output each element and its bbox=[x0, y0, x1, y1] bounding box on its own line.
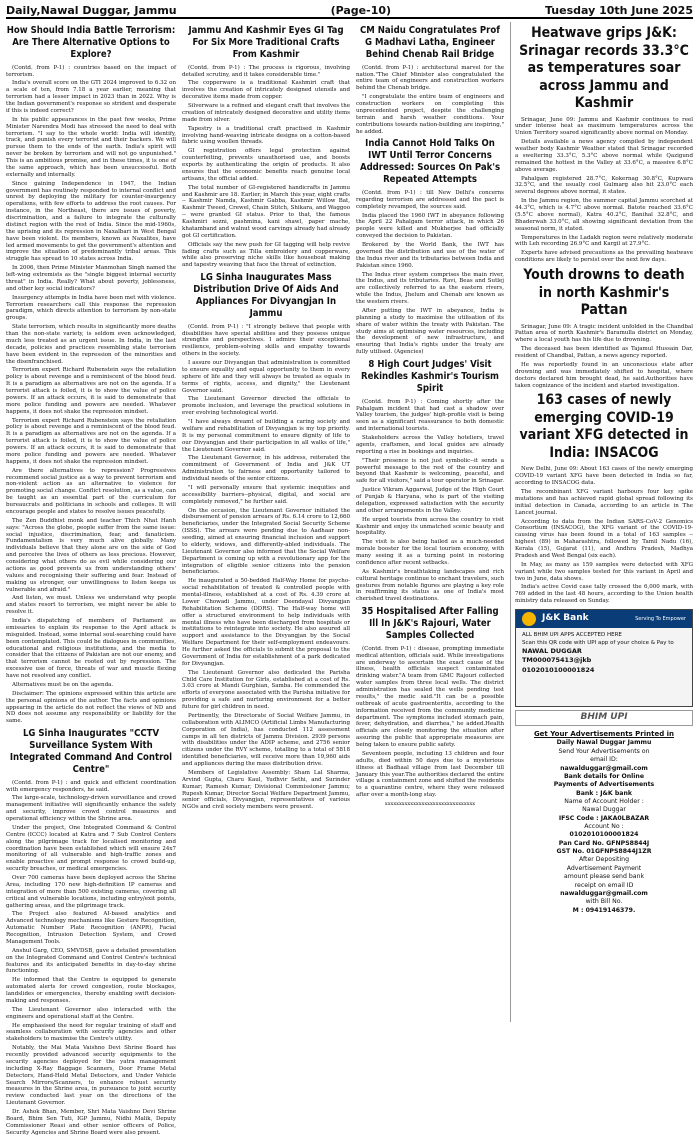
adv-line: amount please send bank bbox=[563, 873, 645, 881]
adv-line: Bank : J&K bank bbox=[576, 789, 632, 797]
paragraph: (Contd. from P-1) : countries based on the impact of terrorism. bbox=[6, 64, 176, 78]
paragraph: Alternatives must be on the agenda. bbox=[12, 681, 114, 688]
paragraph: Dr. Ashok Bhan, Member, Shri Mata Vaishno Devi Shrine Board, Bhim Sen Tuti, IGP Jammu, Nidhi Malik, Deputy Commissioner Reasi and other senior officers of Police, Security Agencies and Shrine Board were also present. bbox=[6, 1109, 176, 1136]
paragraph: Srinagar, June 09: A tragic incident unfolded in the Chandbal Pattan area of north Kashmir's Baramulla district on Monday, where a local youth has his life due to drowning. bbox=[515, 323, 693, 344]
adv-line: with Bill No. bbox=[585, 898, 623, 906]
adv-line: M : 09419146379. bbox=[572, 906, 636, 914]
adv-line: Nawal Duggar bbox=[582, 806, 626, 814]
headline-cctv: LG Sinha Inaugurates "CCTV Surveillance System With Integrated Command And Control Centre" bbox=[9, 728, 173, 775]
paragraph: Seventeen people, including 13 children and four adults, died within 50 days due to a mysterious illness at Badhaal village from last December till January this year.The authorities declared the entire village a containment zone and shifted the residents to a quarantine centre, where they were released after over a month-long stay. bbox=[356, 750, 504, 799]
paragraph: India's active Covid case tally crossed the 6,000 mark, with 769 added in the last 48 hours, according to the Union health ministry data released on Sunday. bbox=[515, 584, 693, 605]
paragraph: "I have always dreamt of building a caring society and welfare and rehabilitation of Divyangjan is my top priority. It is my personal commitment to ensure dignity of life to our Divyangjan and their participation in all walks of life," the Lieutenant Governor said. bbox=[182, 419, 350, 453]
article-body-a6 bbox=[356, 190, 504, 356]
paragraph: GI registration offers legal protection against counterfeiting, prevents unauthorised use, and boosts exports by authenticating the origin of products. It also ensures that the economic benefits reach genuine local artisans, the official added. bbox=[182, 148, 350, 182]
paragraph: In his public appearances in the past few weeks, Prime Minister Narendra Modi has stressed the need to deal with terrorism. "I say to the whole world: India will identify, track, and punish every terrorist and their backers. We will pursue them to the ends of the earth. India's spirit will never be broken by terrorism and will not go unpunished." This is an ambitious promise, and in these times, it is one of the same approach, which has been unsuccessful. Both externally and internally. bbox=[6, 116, 176, 178]
article-body-a4 bbox=[182, 324, 350, 812]
paragraph: The Zen Buddhist monk and teacher Thich Nhat Hanh says: "Across the globe, people suffer from the same issue: social injustice, discrimination, fear, and fanaticism. Fundamentalism is very much alive globally. Many individuals believe that they alone are on the side of God and perceive the lives of others as less precious. However, considering what others do as evil while considering our actions as good prevents us from understanding others' values and recognising their suffering and fear. Instead of making us stronger, our unwillingness to listen keeps us vulnerable and afraid." bbox=[6, 517, 176, 593]
article-covid bbox=[515, 392, 693, 605]
paragraph: "I congratulate the entire team of engineers and construction workers on completing this unprecedented project, despite the challenging terrain and harsh weather conditions. Your contributions towards nation-building are inspiring," he added. bbox=[356, 94, 504, 135]
bank-qr-advert bbox=[515, 609, 693, 707]
end-marker: xxxxxxxxxxxxxxxxxxxxxxxxxxxxxxxx bbox=[384, 801, 476, 807]
paragraph: Pertinently, the Directorate of Social Welfare Jammu, in collaboration with ALIMCO (Artificial Limbs Manufacturing Corporation of India), has conducted 112 assessment camps in all ten districts of Jammu Division. 2939 persons with disabilities under the ADIP scheme, and 2756 senior citizens under the RVY scheme, totalling to a total of 5818 identified beneficiaries, will receive more than 19,960 aids and appliances during the mass distribution drive. bbox=[182, 712, 350, 767]
article-rajouri bbox=[356, 606, 504, 807]
paragraph: Details available a news agency compiled by independent weather body Kashmir Weather stated that Srinagar recorded a sweltering 33.3°C, 5.3°C above normal while Qazigund remained the hottest in the Valley at 33.6°C, a massive 6.8°C above average. bbox=[515, 139, 693, 173]
paragraph: Over 700 cameras have been deployed across the Shrine Area, including 170 new high-definition IP cameras and integration of more than 500 existing cameras, covering all critical and vulnerable locations, including entry/exit points, gathering areas, and the pilgrimage track. bbox=[6, 875, 176, 909]
adv-line: Payments of Advertisements bbox=[553, 781, 655, 789]
headline-judges-visit: 8 High Court Judges' Visit Rekindles Kashmir's Tourism Spirit bbox=[361, 359, 499, 394]
headline-iwt: India Cannot Hold Talks On IWT Until Terror Concerns Addressed: Sources On Pak's Repeated Attempts bbox=[359, 138, 501, 185]
paragraph: Members of Legislative Assembly: Sham Lal Sharma, Arvind Gupta, Charu Kaul, Yudhvir Sethi, and Surinder Kumar; Ramesh Kumar, Divisional Commissioner Jammu; Rupesh Kumar, Director Social Welfare Department Jammu, senior officials, Divyangjan, representatives of various NGOs and civil society members were present. bbox=[182, 769, 350, 811]
paragraph: The Lieutenant Governor directed the officials to promote inclusion, and leverage the practical solutions in ever evolving technological world. bbox=[182, 396, 350, 417]
bank-name: J&K Bank bbox=[542, 613, 589, 624]
paragraph: (Contd. from P-1) : disease, prompting immediate medical attention, officials said. While investigations are underway to ascertain the exact cause of the illness, health officials suspect contaminated drinking water."A team from GMC Rajouri collected water samples from three local wells. The district administration has sealed the wells pending test results," the medic said."It can be a possible outbreak of acute gastroenteritis, according to the information received from the community medicine department. The symptoms included stomach pain, fever, dehydration, and diarrhea," he added.Health officials are closely monitoring the situation after assuring the public that appropriate measures are being taken to ensure public safety. bbox=[356, 645, 504, 748]
bank-tagline: Serving To Empower bbox=[635, 615, 686, 622]
article-body-a1 bbox=[6, 65, 176, 726]
article-body-a3 bbox=[182, 65, 350, 270]
adv-line: 0102010100001824 bbox=[569, 831, 639, 839]
article-body-a8 bbox=[356, 646, 504, 799]
bank-details bbox=[516, 628, 692, 679]
headline-drowning: Youth drowns to death in north Kashmir's Pattan bbox=[523, 267, 685, 318]
paragraph: The large-scale, technology-driven surveillance and crowd management initiative will significantly enhance the safety and security, improve crowd control measures and operational efficiency within the Shrine area. bbox=[6, 795, 176, 822]
article-cm-naidu bbox=[356, 25, 504, 135]
headline-rajouri: 35 Hospitalised After Falling Ill In J&K's Rajouri, Water Samples Collected bbox=[361, 606, 499, 641]
paragraph: Terrorism expert Richard Rubenstein says the retaliation policy is about revenge and a reminiscent of the blood feud. It is a paradigm as alternatives are not on the agenda. If a terrorist attack is foiled, it is to show the value of police powers. If an attack occurs, it is said to demonstrate that more police funding and powers are needed. Whatever happens, it does not shake the repression mindset. bbox=[6, 417, 176, 465]
paragraph: Officials say the new push for GI tagging will help revive fading crafts such as Tilla embroidery and copperware, while also preserving niche skills like houseboat making and tapestry weaving that face the threat of extinction. bbox=[182, 241, 350, 269]
headline-cm-naidu: CM Naidu Congratulates Prof G Madhavi Latha, Engineer Behind Chenab Rail Bridge bbox=[360, 25, 500, 60]
paragraph: Insurgency attempts in India have been met with violence. Terrorism researchers call this response the repression paradigm, which directs attention to terrorism by non-state groups. bbox=[6, 294, 176, 322]
column-1 bbox=[6, 22, 176, 1136]
paragraph: The total number of GI-registered handicrafts in Jammu and Kashmir are 18. Earlier, in March this year, eight crafts -- Kashmir Namda, Kashmir Gabba, Kashmir Willow Bat, Kashmir Tweed, Crewel, Chain Stitch, Shikara, and Waggoo -- were granted GI status. Prior to that, the famous Kashmiri sozni, pashmina, kani shawl, paper mache, khatamband and walnut wood carvings already had already got GI certification. bbox=[182, 184, 350, 239]
article-terrorism bbox=[6, 25, 176, 725]
paragraph: In 2006, then Prime Minister Manmohan Singh named the left-wing extremists as the "single biggest internal security threat" in India. Really? What about poverty, joblessness, and other key social indicators? bbox=[6, 265, 176, 292]
adv-lines bbox=[515, 739, 693, 915]
paragraph: Disclaimer: The opinions expressed within this article are the personal opinions of the author. The facts and opinions appearing in the article do not reflect the views of ND and ND does not assume any responsibility or liability for the same. bbox=[6, 690, 176, 725]
paragraph: State terrorism, which results in significantly more deaths than the non-state variety, is seldom even acknowledged, much less treated as an urgent issue. In India, in the last decade, policies and practices resembling state terrorism have been evident in the repression of the minorities and the disenfranchised. bbox=[6, 324, 176, 365]
adv-line: After Depositing bbox=[578, 856, 630, 864]
paragraph: Anshul Garg, CEO, SMVDSB, gave a detailed presentation on the Integrated Command and Control Centre's technical features and its anticipated benefits in day-to-day shrine functioning. bbox=[6, 947, 176, 975]
masthead-page: (Page-10) bbox=[330, 3, 392, 17]
article-gi-tag bbox=[182, 25, 350, 269]
paragraph: He informed that the Centre is equipped to generate automated alerts for crowd congestion, route blockages, landslides or emergencies, thereby enabling swift decision-making and responses. bbox=[6, 977, 176, 1004]
article-cctv bbox=[6, 728, 176, 1136]
article-body-a7 bbox=[356, 399, 504, 604]
headline-divyangjan: LG Sinha Inaugurates Mass Distribution Drive Of Aids And Appliances For Divyangjan In Jammu bbox=[193, 272, 339, 319]
paragraph: Srinagar, June 09: Jammu and Kashmir continues to reel under intense heat as maximum temperatures across the Union Territory soared significantly above normal on Monday. bbox=[515, 116, 693, 137]
article-body-a5 bbox=[356, 65, 504, 136]
paragraph: According to data from the Indian SARS-CoV-2 Genomics Consortium (INSACOG), the XFG variant of the COVID-19-causing virus has been found in a total of 163 samples -- highest (89) in Maharashtra, followed by Tamil Nadu (16), Kerala (15), Gujarat (11), and Andhra Pradesh, Madhya Pradesh and West Bengal (six each). bbox=[515, 518, 693, 559]
bhim-upi-logo: BHIM UPI bbox=[515, 710, 693, 726]
adv-line: email ID: bbox=[590, 756, 618, 764]
paragraph: Temperatures in the Ladakh region were relatively moderate with Leh recording 26.9°C and Kargil at 27.9°C. bbox=[515, 234, 693, 248]
paragraph: Notably, the Mai Mata Vaishno Devi Shrine Board has recently provided advanced security equipments to the security agencies deployed for the yatra management including X-Ray Baggage Scanners, Door Frame Metal Detectors, Hand-Held Metal Detectors, and Under Vehicle Search Mirrors/Scanners, to enhance robust security measures in the Shrine area, in pursuance to joint security review conducted last year on the directions of the Lieutenant Governor. bbox=[6, 1045, 176, 1107]
paragraph: (Contd. from P-1) : architectural marvel for the nation."The Chief Minister also congratulated the entire team of engineers and construction workers behind the Chenab bridge. bbox=[356, 64, 504, 92]
headline-heatwave: Heatwave grips J&K: Srinagar records 33.3°C as temperatures soar across Jammu and Kashmir bbox=[519, 25, 689, 111]
account-number: 0102010100001824 bbox=[522, 665, 595, 674]
paragraph: He inaugurated a 50-bedded Half-Way Home for psycho-social rehabilitation of treated & controlled people with mental-illness, established at a cost of Rs. 4.39 crore at Lower Chowadi Jammu, under Deendayal Divyangjan Rehabilitation Scheme (DDRS). The Half-way home will offer a structured environment to help individuals with mental illness who have been discharged from hospitals or institutions to reintegrate into society. He also assured all support and assistance to the Divyangjan by the Social Welfare Department for their self-employment endeavours. He further asked the officials to submit the proposal to the Government of India for establishment of a park dedicated for Divyangjan. bbox=[182, 578, 350, 667]
upi-vpa: TM000075413@jkb bbox=[522, 656, 592, 665]
paragraph: Experts have advised precautions as the prevailing heatwave conditions are likely to persist over the next few days. bbox=[515, 250, 693, 264]
bank-logo-icon bbox=[522, 612, 536, 626]
adv-line: Pan Card No. GFNPS8844J bbox=[558, 839, 650, 847]
masthead-paper: Daily,Nawal Duggar, Jammu bbox=[6, 3, 177, 17]
paragraph: "Their presence is not just symbolic--it sends a powerful message to the rest of the country and beyond that Kashmir is welcoming, peaceful, and safe for all visitors," said a tour operator in Srinagar. bbox=[356, 457, 504, 485]
paragraph: The Indus river system comprises the main river, the Indus, and its tributaries. Ravi, Beas and Sutlej are collectively referred to as the eastern rivers, while the Indus, Jhelum and Chenab are known as the western rivers. bbox=[356, 271, 504, 305]
paragraph: As Kashmir's breathtaking landscapes and rich cultural heritage continue to enchant travelers, such gestures from notable figures are playing a key role in reaffirming its status as one of India's most cherished travel destinations. bbox=[356, 568, 504, 603]
paragraph: The recombinant XFG variant harbours four key spike mutations and has achieved rapid global spread following its initial detection in Canada, according to an article in The Lancet journal. bbox=[515, 489, 693, 516]
adv-line: Name of Account Holder : bbox=[564, 797, 644, 805]
paragraph: New Delhi, June 09: About 163 cases of the newly emerging COVID-19 variant XFG have been detected in India so far, according to INSACOG data. bbox=[515, 466, 693, 487]
paragraph: The visit is also being hailed as a much-needed morale booster for the local tourism economy, with many seeing it as a turning point in restoring confidence after recent setbacks. bbox=[356, 539, 504, 566]
adv-line: nawalduggar@gmail.com bbox=[560, 889, 648, 897]
paragraph: Pahalgam registered 28.7°C, Kokernag 30.8°C, Kupwara 32.5°C, and the usually cool Gulmarg also hit 23.0°C each several degrees above normal, it states. bbox=[515, 175, 693, 196]
paragraph: The copperware is a traditional Kashmiri craft that involves the creation of intricately designed utensils and decorative items made from copper. bbox=[182, 80, 350, 101]
headline-terrorism: How Should India Battle Terrorism: Are There Alternative Options to Explore? bbox=[6, 25, 176, 60]
column-4 bbox=[510, 22, 693, 1022]
paragraph: In May, as many as 159 samples were detected with XFG variant while two samples tested for this variant in April and two in June, data shows. bbox=[515, 561, 693, 582]
paragraph: And listen, we must. Unless we understand why people and states resort to terrorism, we might never be able to resolve it. bbox=[6, 595, 176, 616]
paragraph: Under the project, One Integrated Command & Control Centre (ICCC) located at Katra and 7 Sub Control Centers along the pilgrimage track for localised monitoring and coordination have been established which will ensure 24x7 monitoring of all vulnerable and high-traffic zones and enable proactive and prompt response to crowd build-up, security breaches, or medical emergencies. bbox=[6, 824, 176, 873]
paragraph: India placed the 1960 IWT in abeyance following the April 22 Pahalgam terror attack, in which 26 people were killed and Mukherjee had officially conveyed the decision to Pakistan. bbox=[356, 212, 504, 240]
bank-banner bbox=[516, 610, 692, 628]
scan-instruction: Scan this QR code with UPI app of your choice & Pay to bbox=[522, 639, 674, 646]
paragraph: Justice Vikram Aggarwal, Judge of the High Court of Punjab & Haryana, who is part of the visiting delegation, expressed satisfaction with the security and other arrangements in the Valley. bbox=[356, 487, 504, 514]
paragraph: He was reportedly found in an unconscious state after drowning and was immediately shifted to hospital, where doctors declared him brought dead, he said.Authorities have taken cognizance of the incident and started investigation. bbox=[515, 361, 693, 389]
masthead bbox=[6, 3, 693, 19]
adv-line: Daily Nawal Duggar Jammu bbox=[556, 739, 652, 747]
adv-line: nawalduggar@gmail.com bbox=[560, 764, 648, 772]
paragraph: After putting the IWT in abeyance, India is planning a study to maximise the utilisation of its share of water within the treaty with Pakistan. The study aims at optimising water resources, including the development of new infrastructure, and ensuring that India's rights under the treaty are fully utilised. (Agencies) bbox=[356, 307, 504, 356]
payee-name: NAWAL DUGGAR bbox=[522, 647, 582, 656]
adv-line: IFSC Code : JAKA0LBAZAR bbox=[558, 814, 650, 822]
paragraph: India's overall score on the GTI 2024 improved to 6.32 on a scale of ten, from 7.18 a year earlier, meaning that terrorism had a lesser impact in 2023 than in 2022. Why is the Indian government's response so strident and desperate if this is indeed correct? bbox=[6, 80, 176, 114]
adv-line: Account No : bbox=[584, 823, 624, 831]
paragraph: Tapestry is a traditional craft practised in Kashmir involving hand-weaving intricate designs on a cotton-based fabric using woollen threads. bbox=[182, 125, 350, 146]
paragraph: In the Jammu region, the summer capital Jammu scorched at 44.3°C, which is 4.7°C above normal. Batote reached 33.6°C (5.5°C above normal), Katra 40.2°C, Banihal 32.8°C, and Bhaderwah 33.0°C, all showing significant deviation from the seasonal norm, it stated. bbox=[515, 198, 693, 232]
paragraph: The Project also featured AI-based analytics and Advanced technology mechanisms like Gesture Recognition, Automatic Number Plate Recognition (ANPR), Facial Recognition, Intrusion Detection System, and Crowd Management Tools. bbox=[6, 911, 176, 945]
article-heatwave bbox=[515, 25, 693, 264]
paragraph: The Lieutenant Governor also interacted with the engineers and operational staff at the Centre. bbox=[6, 1006, 176, 1020]
adv-line: Bank details for Online bbox=[563, 772, 645, 780]
paragraph: (Contd. from P-1) : and quick and efficient coordination with emergency responders, he said. bbox=[6, 779, 176, 793]
article-judges-visit bbox=[356, 359, 504, 603]
paragraph: I assure our Divyangjan that administration is committed to ensure equality and equal opportunity to them in every sphere of life and they will always be treated as equals in terms of rights, access, and dignity," the Lieutenant Governor said. bbox=[182, 360, 350, 394]
paragraph: On the occasion, the Lieutenant Governor initiated the disbursement of pension arrears of Rs. 6.14 crore to 12,660 beneficiaries, under the Integrated Social Security Scheme (ISSS). The arrears were pending due to Aadhaar non-seeding, aimed at ensuring financial inclusion and support to elderly, widows, and differently-abled individuals. The Lieutenant Governor also informed that the Social Welfare Department is coming up with a revolutionary app for the integration of eligible senior citizens into the pension beneficiaries. bbox=[182, 507, 350, 576]
paragraph: Since gaining Independence in 1947, the Indian government has routinely responded to internal conflict and unrest by deploying the military for counter-insurgency operations, with few efforts to address the root causes. For instance, in the Northeast, there are issues of poverty, discrimination, and a failure to integrate the culturally distinct region with the rest of India. Since the mid-1960s, the uprising and its repression in Naxalbari in West Bengal have been violent. Its members, known as Naxalites, have led armed movements to get the government's attention and improve the situation of predominantly tribal areas. This struggle has spread to 10 states across India. bbox=[6, 180, 176, 263]
article-body-a2 bbox=[6, 780, 176, 1137]
article-body-a11 bbox=[515, 466, 693, 605]
paragraph: (Contd. from P-1) : The process is rigorous, involving detailed scrutiny, and it takes considerable time." bbox=[182, 64, 350, 78]
paragraph: Brokered by the World Bank, the IWT has governed the distribution and use of the water of the Indus river and its tributaries between India and Pakistan since 1960. bbox=[356, 242, 504, 269]
paragraph: The Lieutenant Governor also dedicated the Parisha Child Care Institution for Girls, established at a cost of Rs. 3.03 crore at Mandi Gurghian, Samba. He commended the efforts of everyone associated with the Parisha initiative for providing a safe and nurturing environment for a better future for girl children in need. bbox=[182, 669, 350, 710]
article-divyangjan bbox=[182, 272, 350, 811]
column-2 bbox=[182, 22, 350, 1022]
adv-line: receipt on email ID bbox=[574, 881, 634, 889]
paragraph: India's dispatching of members of Parliament as emissaries to explain its response to the April attack is misguided. Instead, some internal soul-searching could have been contemplated. This could be dialogues in communities, educational and religious institutions, and the media to consider that the citizens of Pakistan are not our enemy, and that terrorism cannot be rooted out by repression. The excessive use of force, threats of war and muscle flexing have not resolved any conflict. bbox=[6, 618, 176, 679]
article-drowning bbox=[515, 267, 693, 389]
paragraph: He urged tourists from across the country to visit Kashmir and enjoy its unmatched scenic beauty and hospitality. bbox=[356, 516, 504, 537]
headline-gi-tag: Jammu And Kashmir Eyes GI Tag For Six More Traditional Crafts From Kashmir bbox=[188, 25, 344, 60]
paragraph: "I will personally ensure that systemic inequities and accessibility barriers--physical, digital, and social are completely removed," he further said. bbox=[182, 484, 350, 505]
adv-title: Get Your Advertisements Printed in bbox=[533, 730, 675, 738]
article-body-a9 bbox=[515, 117, 693, 265]
paragraph: (Contd. from P-1) : "I strongly believe that people with disabilities have special abilities and they possess unique strengths and perspectives. I admire their exceptional resilience, problem-solving skills and empathy towards others in the society. bbox=[182, 323, 350, 358]
advertisement-info bbox=[515, 730, 693, 915]
paragraph: The deceased has been identified as Tajamul Hussain Dar, resident of Chandbal, Pattan, a news agency reported. bbox=[515, 346, 693, 359]
article-body-a10 bbox=[515, 324, 693, 390]
paragraph: The Lieutenant Governor, in his address, reiterated the commitment of Government of India and J&K UT Administration to fairness and opportunity tailored to individual needs of the senior citizens. bbox=[182, 455, 350, 482]
adv-line: GST No. 01GFNPS8844J1ZR bbox=[556, 848, 652, 856]
paragraph: Stakeholders across the Valley hoteliers, travel agents, craftsmen, and local guides are already reporting a rise in bookings and inquiries. bbox=[356, 435, 504, 455]
adv-line: Advertisement Payment bbox=[566, 864, 642, 872]
paragraph: (Contd. from P-1) : till New Delhi's concerns regarding terrorism are addressed and the pact is completely revamped, the sources said. bbox=[356, 189, 504, 210]
masthead-date: Tuesday 10th June 2025 bbox=[545, 3, 693, 17]
paragraph: Are there alternatives to repression? Progressives recommend social justice as a way to prevent terrorism and non-violent action as an alternative to violence for promoting social change. Conflict resolution, as a value, can be taught as an essential part of the curriculum for bureaucrats and politicians in schools and colleges. It will encourage people and states to resolve issues peacefully. bbox=[6, 467, 176, 515]
paragraph: (Contd. from P-1) : Coming shortly after the Pahalgam incident that had cast a shadow over Valley tourism, the judges' high-profile visit is being seen as a significant reassurance to both domestic and international tourists. bbox=[356, 398, 504, 433]
headline-covid: 163 cases of newly emerging COVID-19 variant XFG detected in India: INSACOG bbox=[519, 392, 689, 461]
paragraph: Terrorism expert Richard Rubenstein says the retaliation policy is about revenge and a reminiscent of the blood feud. It is a paradigm as alternatives are not on the agenda. If a terrorist attack is foiled, it is to show the value of police powers. If an attack occurs, it is said to demonstrate that more police funding and powers are needed. Whatever happens, it does not shake the repression mindset. bbox=[6, 367, 176, 415]
paragraph: He emphasised the need for regular training of staff and seamless collaboration with security agencies and other stakeholders to maximise the Centre's utility. bbox=[6, 1022, 176, 1043]
paragraph: Silverware is a refined and elegant craft that involves the creation of intricately designed decorative and utility items made from silver. bbox=[182, 103, 350, 123]
adv-line: Send Your Advertisements on bbox=[558, 747, 650, 755]
column-3 bbox=[356, 22, 504, 1022]
upi-accepted: ALL BHIM UPI APPS ACCEPTED HERE bbox=[522, 632, 622, 638]
article-iwt bbox=[356, 138, 504, 356]
